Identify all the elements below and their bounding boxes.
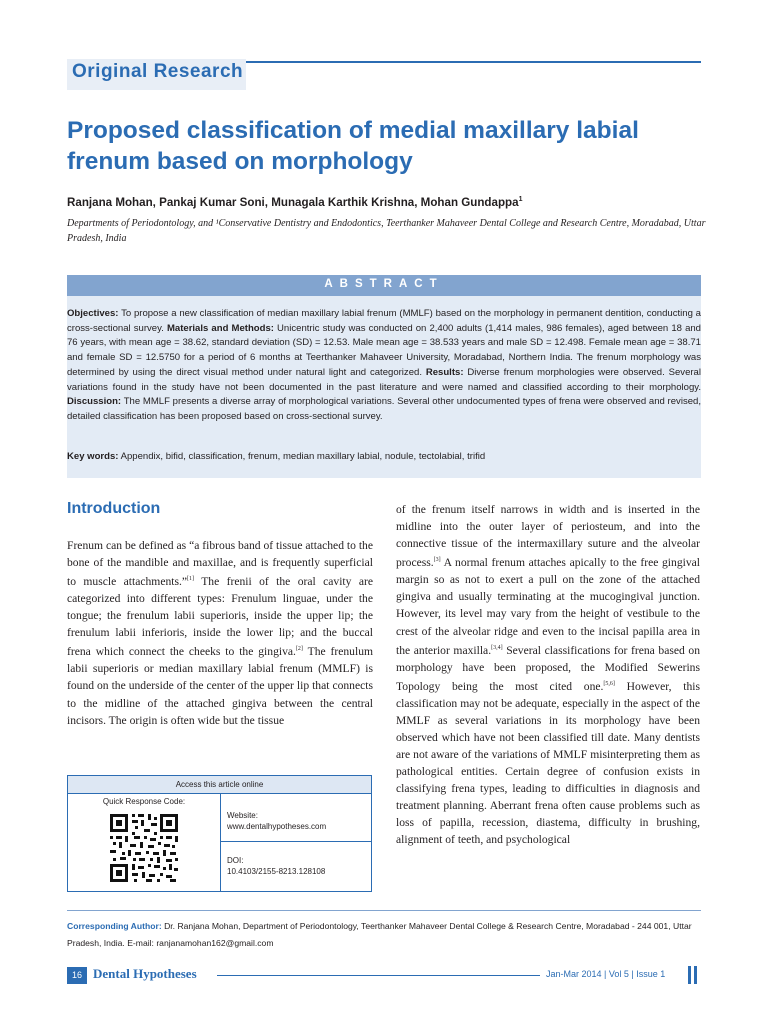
discussion-text: The MMLF presents a diverse array of morphological variations. Several other undocumented types of frena were observed and revised, detailed classification has been proposed based on cross-sectional survey.: [67, 396, 701, 422]
section-label: Original Research: [72, 61, 244, 82]
footer-bar: [688, 966, 691, 984]
keywords: [67, 451, 701, 462]
section-divider: [246, 61, 701, 63]
methods-label: Materials and Methods:: [166, 322, 274, 334]
section-label-box: [67, 59, 246, 90]
abstract-heading: ABSTRACT: [324, 278, 444, 290]
objectives-label: Objectives:: [67, 308, 119, 319]
intro-right-text: A normal frenum attaches apically to the free gingival margin so as not to exert a pull on the zone of the attached gingiva and usually terminating at the mucogingival junction. However, its level may vary from the height of vestibule to the crest of the alveolar ridge and even to the incisal papilla area in the anterior maxilla.: [396, 556, 700, 657]
keywords-label: Key words:: [67, 451, 119, 462]
page-number: 16: [67, 967, 87, 984]
citation: [5,6]: [603, 680, 615, 687]
qr-code[interactable]: [108, 812, 180, 884]
doi-label: DOI:: [227, 856, 244, 865]
journal-name: Dental Hypotheses: [93, 966, 197, 981]
intro-right-column: [396, 501, 700, 848]
affiliation: Departments of Periodontology, and ¹Conservative Dentistry and Endodontics, Teerthanker Mahaveer Dental College and Research Centre, Moradabad, Uttar Pradesh, India: [67, 218, 706, 244]
corresponding-label: Corresponding Author:: [67, 921, 162, 931]
introduction-heading: Introduction: [67, 500, 161, 517]
qr-code-label: Quick Response Code:: [102, 797, 186, 806]
intro-right-text: However, this classification may not be adequate, especially in the aspect of the MMLF as several variations in its morphology have been observed which have not been classified till date. Many dentists are not aware of the variations of MMLF misinterpreting them as pathological entities. Certain degree of confusion exists in classifying frena types, leading to difficulties in diagnosis and treatment planning. Aberrant frena often cause problems such as loss of papilla, recession, diastema, difficulty in brushing, alignment of teeth, and psychological: [396, 679, 700, 847]
objectives-text: To propose a new classification of median maxillary labial frenum (MMLF) based on the morphology in permanent dentition, conducting a cross-sectional survey.: [67, 308, 701, 334]
doi-value[interactable]: 10.4103/2155-8213.128108: [227, 867, 326, 876]
access-article-box: [67, 775, 372, 892]
footer-divider: [67, 910, 701, 911]
abstract-box: [67, 296, 701, 478]
abstract-header: [67, 275, 701, 296]
keywords-text: Appendix, bifid, classification, frenum, median maxillary labial, nodule, tectolabial, trifid: [118, 451, 486, 462]
methods-text: Unicentric study was conducted on 2,400 adults (1,414 males, 986 females), aged between 18 and 76 years, with mean age = 38.62, standard deviation (SD) = 12.53. Male mean age = 38.533 years and male SD = 12.498. Female mean age = 38.71 and female SD = 12.5750 for a period of 6 months at Teerthanker Mahaveer University, Moradabad, Northern India. The frenum morphology was determined by using the direct visual method under natural light and categorized.: [67, 322, 701, 378]
results-text: Diverse frenum morphologies were observed. Several variations found in the study have not been documented in the past literature and were named and classified according to their morphology.: [67, 366, 701, 393]
intro-left-column: [67, 537, 373, 729]
access-divider-horizontal: [221, 841, 371, 842]
access-header: Access this article online: [68, 776, 371, 794]
intro-left-text: The frenulum labii superioris or median maxillary labial frenum (MMLF) is found on the underside of the center of the upper lip that connects to the midline of the attached gingiva between the central incisors. The origin is often wide but the tissue: [67, 645, 374, 727]
authors-text: Ranjana Mohan, Pankaj Kumar Soni, Munagala Karthik Krishna, Mohan Gundappa: [67, 196, 519, 209]
citation: [1]: [187, 576, 195, 583]
author-list: [67, 196, 717, 209]
citation: [3]: [433, 557, 441, 564]
access-divider-vertical: [220, 793, 221, 891]
website-link[interactable]: www.dentalhypotheses.com: [227, 822, 327, 831]
citation: [3,4]: [491, 644, 503, 651]
results-label: Results:: [425, 366, 464, 378]
intro-left-text: Frenum can be defined as “a fibrous band of tissue attached to the bone of the mandible and maxillae, and is frequently superficial to muscle attachments.”: [67, 539, 373, 589]
corresponding-author: [67, 918, 707, 951]
article-title: Proposed classification of medial maxillary labial frenum based on morphology: [67, 117, 639, 175]
discussion-label: Discussion:: [67, 396, 122, 408]
footer-bar: [694, 966, 697, 984]
footer-rule: [217, 975, 540, 976]
corresponding-text: Dr. Ranjana Mohan, Department of Periodontology, Teerthanker Mahaveer Dental College & Research Centre, Moradabad - 244 001, Uttar Pradesh, India. E-mail: ranjanamohan162@gmail.com: [67, 921, 692, 948]
issue-info: Jan-Mar 2014 | Vol 5 | Issue 1: [546, 969, 666, 979]
intro-right-text: Several classifications for frena based on morphology have been proposed, the Modified Sewerins Topology being the most cited one.: [396, 643, 700, 693]
authors-superscript: 1: [518, 196, 523, 204]
citation: [2]: [295, 646, 303, 653]
website-label: Website:: [227, 811, 258, 820]
intro-right-text: of the frenum itself narrows in width and is inserted in the midline into the outer layer of periosteum, and into the connective tissue of the intermaxillary suture and the alveolar process.: [396, 503, 700, 570]
intro-left-text: The frenii of the oral cavity are categorized into different types: Frenulum linguae, under the tongue; the frenulum labii superioris, inside the upper lip; the frenulum labii inferioris, inside the lower lip; and the buccal frena which connect the cheeks to the gingiva.: [67, 575, 373, 659]
abstract-text: [67, 307, 701, 425]
